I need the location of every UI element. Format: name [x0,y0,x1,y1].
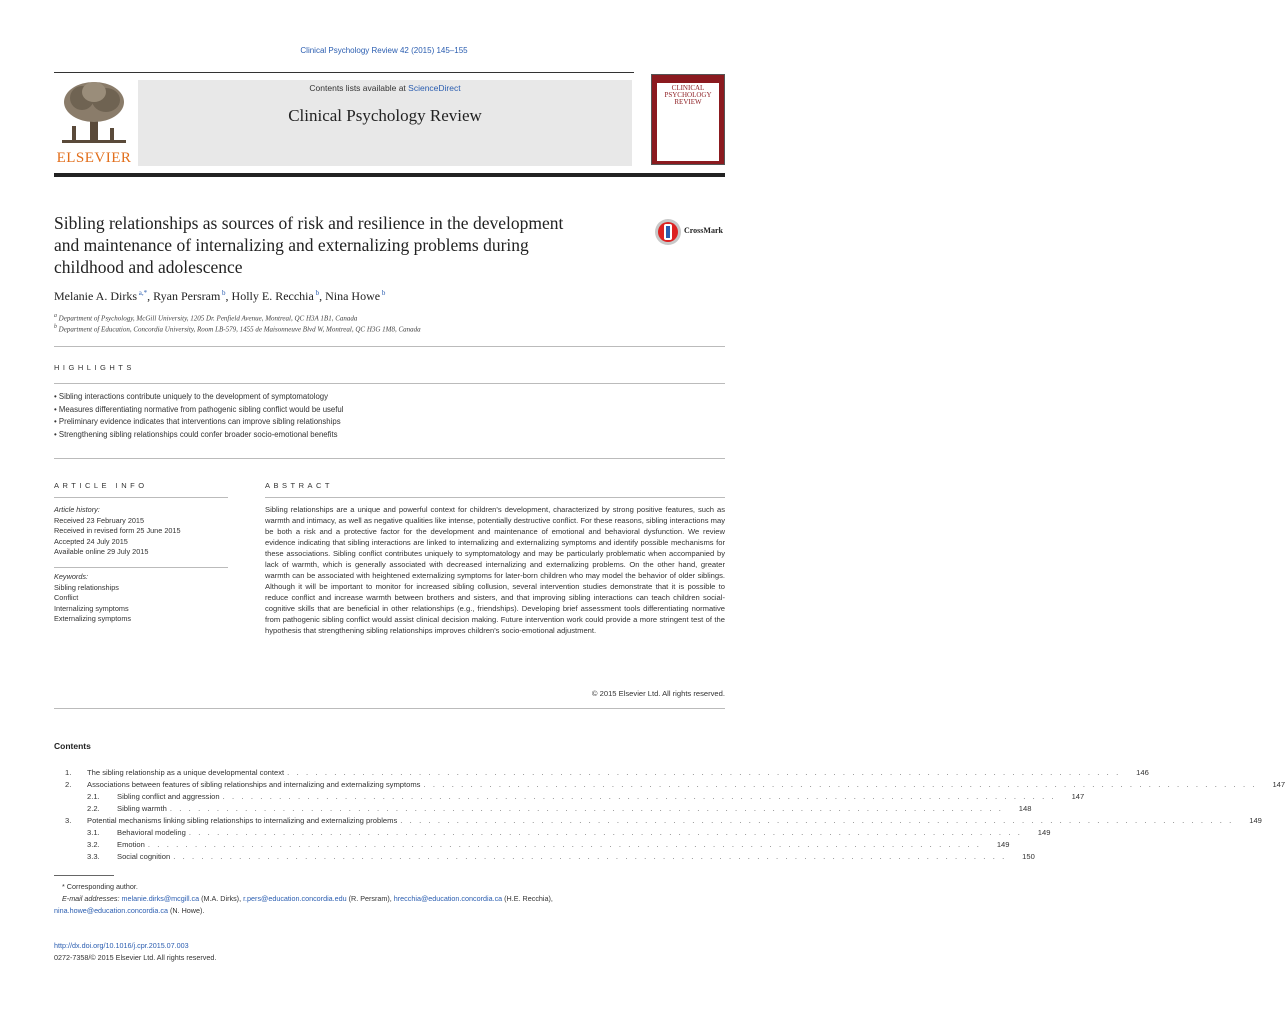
toc-leader: . . . . . . . . . . . . . . . . . . . . . . . . . . . . . . . . . . . . . . . . . . . . . . . . . . . . . . . . . . . . . . . . . . . . . . . . . . . . . . . . . . . . . . . . . [400,816,1234,825]
highlights-list [54,391,725,441]
author-separator: , [319,289,326,303]
toc-leader: . . . . . . . . . . . . . . . . . . . . . . . . . . . . . . . . . . . . . . . . . . . . . . . . . . . . . . . . . . . . . . . . . . . . . . . . . . . . . . . . . . . . . . . . . [147,840,982,849]
email-owner: (R. Persram), [346,894,394,903]
banner-rule [54,72,634,73]
contents-prefix: Contents lists available at [309,83,409,93]
footnote-rule [54,875,114,876]
article-info-heading: ARTICLE INFO [54,481,148,490]
keyword-item: Internalizing symptoms [54,603,129,613]
journal-reference[interactable]: Clinical Psychology Review 42 (2015) 145–155 [300,46,468,55]
abstract-text: Sibling relationships are a unique and powerful context for children's development, characterized by strong positive features, such as warmth and intimacy, as well as negative qualities like intense, potentially destructive conflict. For these reasons, sibling interactions may be both a risk and a protective factor for the development and maintenance of emotional and behavioral dysfunction. We review evidence indicating that sibling interactions are linked to internalizing and externalizing symptoms and identify possible mechanisms for these associations. Sibling conflict contributes uniquely to symptomatology and may be particularly problematic when accompanied by lack of warmth, which is generally associated with decreased internalizing and externalizing problems. On the other hand, greater warmth can be associated with heightened externalizing symptoms for later-born children who may model the behavior of older siblings. Although it will be important to monitor for increased sibling collusion, several intervention studies demonstrate that it is possible to reduce conflict and increase warmth between brothers and sisters, and that improving sibling interactions can teach children social-cognitive skills that are beneficial in other relationships (e.g., friendships). Developing brief assessment tools differentiating normative from pathogenic sibling conflict would assist clinical decision making. Future intervention work could provide a more stringent test of the hypothesis that strengthening sibling relationships improves children's socio-emotional adjustment. [265,505,725,635]
cover-title-line: CLINICAL [671,84,705,92]
toc-entry[interactable] [54,767,1149,779]
history-item: Received in revised form 25 June 2015 [54,526,181,535]
toc-entry[interactable] [54,815,1262,827]
author-separator: , [225,289,232,303]
toc-leader: . . . . . . . . . . . . . . . . . . . . . . . . . . . . . . . . . . . . . . . . . . . . . . . . . . . . . . . . . . . . . . . . . . . . . . . . . . . . . . . . . . . . . . . . . [169,804,1004,813]
toc-leader: . . . . . . . . . . . . . . . . . . . . . . . . . . . . . . . . . . . . . . . . . . . . . . . . . . . . . . . . . . . . . . . . . . . . . . . . . . . . . . . . . . . . . . . . . [222,792,1057,801]
keyword-item: Sibling relationships [54,582,119,592]
article-title [54,212,644,278]
doi-block [54,940,216,963]
abstract-heading: ABSTRACT [265,481,334,490]
author-affiliation-mark[interactable]: b [220,289,226,297]
tree-icon [54,78,134,148]
email-addresses [54,893,725,905]
toc-page: 147 [1272,780,1285,789]
toc-page: 149 [1037,828,1051,837]
highlight-item: • Preliminary evidence indicates that interventions can improve sibling relationships [54,417,341,426]
toc-number: 1. [65,768,72,777]
author-name[interactable]: Nina Howe [325,289,381,303]
toc-number: 2.2. [87,804,100,813]
toc-page: 148 [1018,804,1032,813]
issn-line: 0272-7358/© 2015 Elsevier Ltd. All rights reserved. [54,952,217,962]
affiliation-b [54,324,421,333]
toc-number: 3.3. [87,852,100,861]
history-item: Accepted 24 July 2015 [54,536,128,546]
keywords-label: Keywords: [54,572,89,581]
article-history [54,505,228,558]
toc-number: 3.1. [87,828,100,837]
keyword-item: Conflict [54,593,79,602]
section-divider [54,383,725,384]
section-divider [54,567,228,568]
elsevier-logo[interactable] [54,78,134,168]
highlight-item: • Sibling interactions contribute uniquely to the development of symptomatology [54,392,329,401]
toc-entry[interactable] [54,803,1032,815]
toc-title: Sibling warmth [117,804,167,813]
toc-title: Associations between features of sibling relationships and internalizing and externalizing symptoms [87,780,421,789]
section-divider [54,497,228,498]
keyword-item: Externalizing symptoms [54,614,132,623]
author-name[interactable]: Melanie A. Dirks [54,289,137,303]
toc-number: 2. [65,780,72,789]
toc-entry[interactable] [54,791,1085,803]
section-divider [54,346,725,347]
cover-panel [657,83,719,161]
toc-entry[interactable] [54,851,1035,863]
toc-title: Behavioral modeling [117,828,186,837]
affiliation-mark: a [54,313,57,319]
highlight-item: • Measures differentiating normative from pathogenic sibling conflict would be useful [54,404,344,414]
affiliation-mark: b [54,324,57,330]
author-affiliation-mark[interactable]: b [380,289,386,297]
toc-number: 3.2. [87,840,100,849]
author-name[interactable]: Ryan Persram [153,289,221,303]
toc-page: 149 [1249,816,1262,825]
toc-entry[interactable] [54,827,1051,839]
title-line: childhood and adolescence [54,257,243,277]
keywords [54,572,228,625]
author-separator: , [147,289,154,303]
cover-title-line: REVIEW [674,98,702,106]
email-link[interactable]: melanie.dirks@mcgill.ca [121,894,200,903]
cover-title-line: PSYCHOLOGY [664,91,712,99]
toc-title: Potential mechanisms linking sibling relationships to internalizing and externalizing problems [87,816,398,825]
email-owner: (M.A. Dirks), [199,894,244,903]
toc-number: 3. [65,816,72,825]
author-affiliation-mark[interactable]: a,* [137,289,148,297]
history-label: Article history: [54,505,100,514]
toc-leader: . . . . . . . . . . . . . . . . . . . . . . . . . . . . . . . . . . . . . . . . . . . . . . . . . . . . . . . . . . . . . . . . . . . . . . . . . . . . . . . . . . . . . . . . . [423,780,1258,789]
abstract-copyright: © 2015 Elsevier Ltd. All rights reserved. [591,689,725,698]
toc-page: 149 [996,840,1010,849]
journal-cover-image[interactable] [651,74,725,165]
toc-page: 147 [1071,792,1085,801]
email-addresses-cont [54,905,725,917]
contents-available-text [138,83,632,93]
author-affiliation-mark[interactable]: b [313,289,320,297]
toc-leader: . . . . . . . . . . . . . . . . . . . . . . . . . . . . . . . . . . . . . . . . . . . . . . . . . . . . . . . . . . . . . . . . . . . . . . . . . . . . . . . . . . . . . . . . . [188,828,1023,837]
section-divider [54,708,725,709]
email-link[interactable]: r.pers@education.concordia.edu [243,894,347,903]
title-line: Sibling relationships as sources of risk and resilience in the development [54,213,564,233]
affiliation-text: Department of Psychology, McGill University, 1205 Dr. Penfield Avenue, Montreal, QC H3A 1B1, Canada [58,314,358,323]
elsevier-wordmark: ELSEVIER [56,150,132,166]
toc-title: Social cognition [117,852,171,861]
highlights-heading: HIGHLIGHTS [54,363,135,372]
toc-title: Emotion [117,840,145,849]
email-owner: (N. Howe). [168,906,205,915]
journal-title[interactable]: Clinical Psychology Review [288,106,482,125]
affiliation-a [54,313,357,322]
toc-leader: . . . . . . . . . . . . . . . . . . . . . . . . . . . . . . . . . . . . . . . . . . . . . . . . . . . . . . . . . . . . . . . . . . . . . . . . . . . . . . . . . . . . . . . . . [287,768,1121,777]
crossmark-label: CrossMark [684,226,723,235]
toc-entry[interactable] [54,839,1010,851]
toc-title: The sibling relationship as a unique developmental context [87,768,285,777]
corresponding-author-note: * Corresponding author. [62,882,138,891]
author-list [54,289,385,304]
title-line: and maintenance of internalizing and externalizing problems during [54,235,529,255]
doi-link[interactable]: http://dx.doi.org/10.1016/j.cpr.2015.07.003 [54,941,189,950]
contents-heading: Contents [54,741,91,751]
toc-entry[interactable] [54,779,1285,791]
toc-title: Sibling conflict and aggression [117,792,220,801]
toc-page: 146 [1136,768,1149,777]
email-link[interactable]: hrecchia@education.concordia.ca [393,894,503,903]
cover-title [657,85,719,106]
email-label: E-mail addresses: [62,894,120,903]
affiliation-text: Department of Education, Concordia University, Room LB-579, 1455 de Maisonneuve Blvd W, Montreal, QC H3G 1M8, Canada [58,325,421,334]
header-divider [54,173,725,177]
author-name[interactable]: Holly E. Recchia [231,289,314,303]
history-item: Received 23 February 2015 [54,515,145,525]
email-link[interactable]: nina.howe@education.concordia.ca [54,906,168,915]
toc-leader: . . . . . . . . . . . . . . . . . . . . . . . . . . . . . . . . . . . . . . . . . . . . . . . . . . . . . . . . . . . . . . . . . . . . . . . . . . . . . . . . . . . . . . . . . [173,852,1007,861]
email-owner: (H.E. Recchia), [502,894,553,903]
section-divider [265,497,725,498]
crossmark-button[interactable] [654,217,744,247]
toc-number: 2.1. [87,792,100,801]
crossmark-icon [654,217,682,247]
highlight-item: • Strengthening sibling relationships could confer broader socio-emotional benefits [54,429,338,439]
toc-page: 150 [1022,852,1035,861]
sciencedirect-link[interactable]: ScienceDirect [408,83,461,93]
history-item: Available online 29 July 2015 [54,547,149,556]
section-divider [54,458,725,459]
